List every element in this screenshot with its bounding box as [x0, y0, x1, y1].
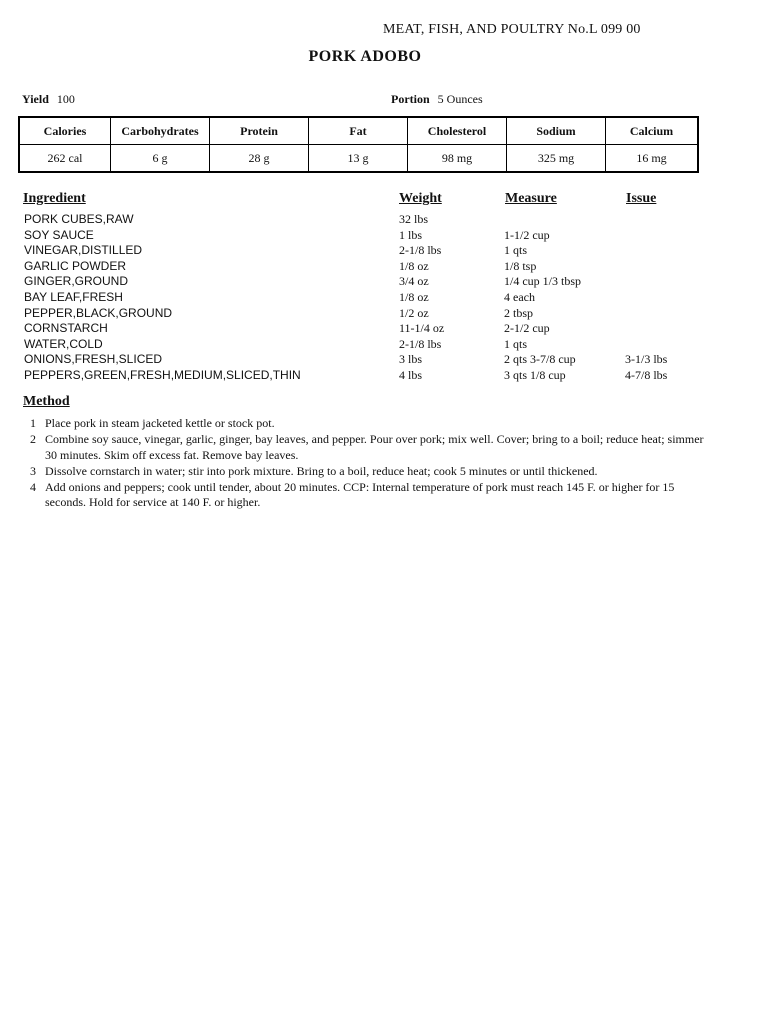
ingredient-row [24, 228, 704, 244]
yield-value: 100 [56, 92, 75, 106]
ingredient-measure: 4 each [504, 289, 535, 304]
ingredient-name: GINGER,GROUND [24, 274, 129, 289]
step-text: Dissolve cornstarch in water; stir into pork mixture. Bring to a boil, reduce heat; cook 5 minutes or until thickened. [45, 463, 598, 478]
ingredient-weight: 1 lbs [399, 227, 423, 242]
ingredient-measure: 2 qts 3-7/8 cup [504, 352, 576, 367]
ingredient-weight: 2-1/8 lbs [399, 336, 442, 351]
ingredient-measure: 1 qts [504, 243, 528, 258]
ingredient-name: GARLIC POWDER [24, 258, 127, 273]
ingredient-weight: 1/8 oz [399, 289, 429, 304]
ingredient-measure: 1/4 cup 1/3 tbsp [504, 274, 581, 289]
nutrition-header-row [19, 117, 698, 145]
nutrition-header: Sodium [507, 117, 606, 145]
nutrition-header: Cholesterol [408, 117, 507, 145]
portion [391, 92, 483, 107]
ingredient-name: ONIONS,FRESH,SLICED [24, 352, 163, 367]
yield [22, 92, 75, 107]
ingredient-row [24, 368, 704, 384]
nutrition-header: Protein [210, 117, 309, 145]
weight-header: Weight [399, 191, 442, 206]
ingredient-weight: 11-1/4 oz [399, 321, 445, 336]
step-number: 4 [30, 479, 36, 494]
step-text: Combine soy sauce, vinegar, garlic, ginger, bay leaves, and pepper. Pour over pork; mix well. Cover; bring to a boil; reduce heat; simmer 30 minutes. Skim off excess fat. Remove bay leaves. [45, 432, 704, 462]
nutrition-value-row [19, 145, 698, 173]
ingredient-name: PORK CUBES,RAW [24, 212, 134, 226]
ingredient-measure: 1 qts [504, 336, 528, 351]
ingredient-name: CORNSTARCH [24, 321, 108, 336]
ingredient-measure: 2-1/2 cup [504, 321, 550, 336]
nutrition-header: Fat [309, 117, 408, 145]
ingredient-row [24, 290, 704, 306]
recipe-title: PORK ADOBO [308, 48, 422, 65]
nutrition-header: Calories [19, 117, 111, 145]
ingredient-weight: 1/2 oz [399, 305, 429, 320]
ingredient-name: PEPPER,BLACK,GROUND [24, 305, 173, 320]
ingredient-weight: 3/4 oz [399, 274, 429, 289]
nutrition-value: 16 mg [606, 145, 699, 173]
step-text: Place pork in steam jacketed kettle or stock pot. [45, 416, 275, 430]
issue-header: Issue [626, 191, 657, 206]
nutrition-table [18, 116, 699, 173]
ingredient-name: BAY LEAF,FRESH [24, 289, 123, 304]
ingredient-row [24, 337, 704, 353]
ingredient-header: Ingredient [23, 191, 86, 206]
method-step [24, 480, 704, 511]
ingredient-row [24, 306, 704, 322]
yield-label: Yield [22, 92, 49, 106]
nutrition-header: Carbohydrates [111, 117, 210, 145]
ingredient-row [24, 243, 704, 259]
nutrition-value: 28 g [210, 145, 309, 173]
ingredient-issue: 3-1/3 lbs [625, 352, 668, 367]
ingredient-weight: 2-1/8 lbs [399, 243, 442, 258]
nutrition-value: 262 cal [19, 145, 111, 173]
ingredient-name: SOY SAUCE [24, 227, 94, 242]
ingredient-measure: 3 qts 1/8 cup [504, 367, 566, 382]
step-number: 3 [30, 463, 36, 478]
ingredient-row [24, 212, 704, 228]
nutrition-header: Calcium [606, 117, 699, 145]
ingredient-row [24, 321, 704, 337]
portion-value: 5 Ounces [437, 92, 483, 106]
portion-label: Portion [391, 92, 430, 106]
nutrition-value: 6 g [111, 145, 210, 173]
measure-header: Measure [505, 191, 557, 206]
ingredient-name: PEPPERS,GREEN,FRESH,MEDIUM,SLICED,THIN [24, 367, 301, 382]
ingredient-row [24, 352, 704, 368]
recipe-category: MEAT, FISH, AND POULTRY No.L 099 00 [383, 22, 641, 37]
ingredient-name: VINEGAR,DISTILLED [24, 243, 143, 258]
ingredient-row [24, 259, 704, 275]
step-number: 1 [30, 416, 36, 430]
nutrition-value: 325 mg [507, 145, 606, 173]
ingredient-weight: 1/8 oz [399, 258, 429, 273]
ingredient-measure: 1/8 tsp [504, 258, 537, 273]
step-text: Add onions and peppers; cook until tender, about 20 minutes. CCP: Internal temperature of pork must reach 145 F. or higher for 15 seconds. Hold for service at 140 F. or higher. [45, 479, 675, 509]
method-step [24, 464, 704, 480]
step-number: 2 [30, 432, 36, 446]
method-step [24, 432, 704, 463]
ingredient-weight: 4 lbs [399, 367, 423, 382]
ingredient-list [24, 212, 704, 384]
ingredient-weight: 32 lbs [399, 212, 429, 226]
ingredient-measure: 2 tbsp [504, 305, 534, 320]
method-heading: Method [23, 394, 70, 409]
ingredient-issue: 4-7/8 lbs [625, 367, 668, 382]
method-step [24, 416, 704, 432]
nutrition-value: 98 mg [408, 145, 507, 173]
ingredient-measure: 1-1/2 cup [504, 227, 550, 242]
nutrition-value: 13 g [309, 145, 408, 173]
ingredient-weight: 3 lbs [399, 352, 423, 367]
method-steps [24, 416, 704, 511]
ingredient-name: WATER,COLD [24, 336, 103, 351]
ingredient-row [24, 274, 704, 290]
